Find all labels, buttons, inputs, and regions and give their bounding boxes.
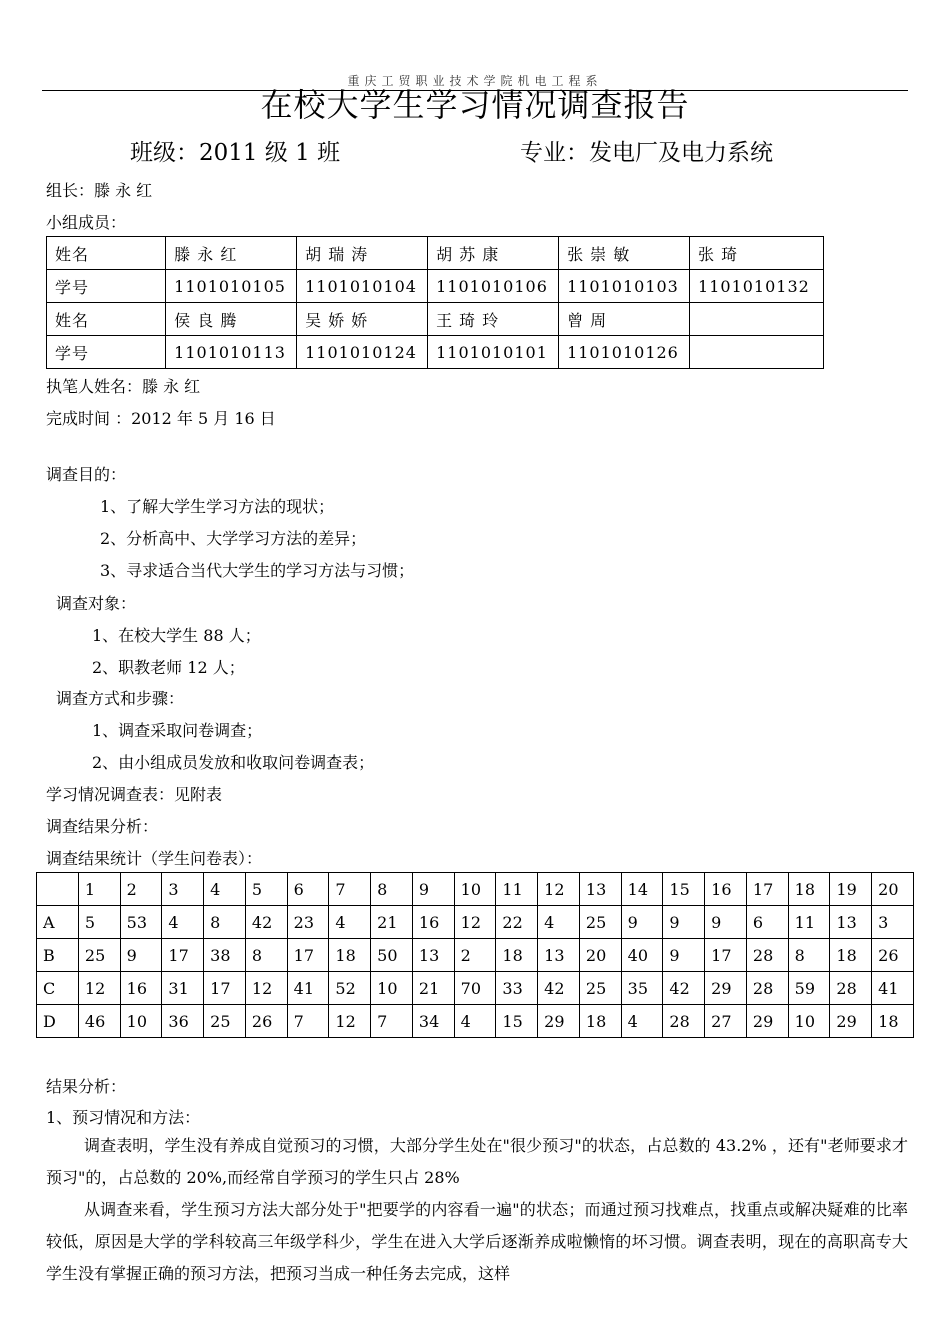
purpose-item: 2、分析高中、大学学习方法的差异；: [100, 529, 367, 548]
stats-question-number: 16: [705, 873, 747, 906]
stats-count-cell: 29: [538, 1005, 580, 1038]
members-row: [47, 303, 824, 336]
stats-count-cell: 53: [120, 906, 162, 939]
major-label: 专业：发电厂及电力系统: [520, 140, 773, 166]
stats-count-cell: 18: [830, 939, 872, 972]
members-cell: [690, 303, 824, 336]
stats-count-cell: 41: [287, 972, 329, 1005]
method-heading: 调查方式和步骤：: [56, 689, 185, 708]
stats-count-cell: 4: [454, 1005, 496, 1038]
method-item: 1、调查采取问卷调查；: [92, 721, 263, 740]
stats-count-cell: 10: [371, 972, 413, 1005]
stats-count-cell: 7: [371, 1005, 413, 1038]
members-row-label: 学号: [47, 270, 166, 303]
stats-question-number: 9: [412, 873, 454, 906]
page-header-institution: 重庆工贸职业技术学院机电工程系: [347, 74, 603, 88]
stats-count-cell: 8: [204, 906, 246, 939]
members-row: [47, 336, 824, 369]
result-heading: 调查结果分析：: [46, 817, 159, 836]
members-cell: 1101010104: [297, 270, 428, 303]
stats-count-cell: 33: [496, 972, 538, 1005]
stats-heading: 调查结果统计（学生问卷表）：: [46, 849, 263, 868]
stats-count-cell: 20: [579, 939, 621, 972]
analysis-paragraph-2: 从调查来看，学生预习方法大部分处于"把要学的内容看一遍"的状态；而通过预习找难点，找重点或解决疑难的比率较低，原因是大学的学科较高三年级学科少，学生在进入大学后逐渐养成啦懒惰的坏习惯。调查表明，现在的高职高专大学生没有掌握正确的预习方法，把预习当成一种任务去完成，这样: [46, 1200, 908, 1283]
stats-count-cell: 17: [287, 939, 329, 972]
members-cell: [690, 336, 824, 369]
stats-row: [37, 906, 914, 939]
stats-question-number: 2: [120, 873, 162, 906]
stats-count-cell: 17: [204, 972, 246, 1005]
stats-count-cell: 16: [412, 906, 454, 939]
members-cell: 1101010126: [559, 336, 690, 369]
stats-count-cell: 18: [329, 939, 371, 972]
stats-count-cell: 9: [663, 906, 705, 939]
date-line: 完成时间 ：2012 年 5 月 16 日: [46, 409, 276, 428]
stats-question-number: 20: [872, 873, 914, 906]
members-cell: 王 琦 玲: [428, 303, 559, 336]
purpose-item: 1、了解大学生学习方法的现状；: [100, 497, 335, 516]
stats-count-cell: 42: [245, 906, 287, 939]
stats-count-cell: 8: [245, 939, 287, 972]
stats-count-cell: 25: [579, 906, 621, 939]
members-cell: 曾 周: [559, 303, 690, 336]
members-cell: 1101010101: [428, 336, 559, 369]
stats-count-cell: 42: [538, 972, 580, 1005]
stats-count-cell: 4: [621, 1005, 663, 1038]
stats-count-cell: 5: [78, 906, 120, 939]
stats-count-cell: 59: [788, 972, 830, 1005]
stats-count-cell: 23: [287, 906, 329, 939]
purpose-heading: 调查目的：: [46, 465, 127, 484]
stats-question-number: 11: [496, 873, 538, 906]
members-cell: 1101010105: [166, 270, 297, 303]
stats-count-cell: 22: [496, 906, 538, 939]
stats-option-label: A: [37, 906, 79, 939]
stats-option-label: C: [37, 972, 79, 1005]
members-table: [46, 236, 824, 369]
purpose-item: 3、寻求适合当代大学生的学习方法与习惯；: [100, 561, 415, 580]
stats-count-cell: 28: [830, 972, 872, 1005]
stats-count-cell: 13: [412, 939, 454, 972]
subjects-heading: 调查对象：: [56, 594, 137, 613]
members-label: 小组成员：: [46, 213, 127, 232]
stats-question-number: 13: [579, 873, 621, 906]
members-row: [47, 270, 824, 303]
members-cell: 1101010113: [166, 336, 297, 369]
survey-form-line: 学习情况调查表：见附表: [46, 785, 223, 804]
stats-count-cell: 46: [78, 1005, 120, 1038]
stats-count-cell: 29: [830, 1005, 872, 1038]
stats-header-row: [37, 873, 914, 906]
stats-count-cell: 29: [705, 972, 747, 1005]
stats-question-number: 12: [538, 873, 580, 906]
members-cell: 1101010132: [690, 270, 824, 303]
members-cell: 胡 苏 康: [428, 237, 559, 270]
stats-count-cell: 8: [788, 939, 830, 972]
stats-row: [37, 939, 914, 972]
stats-count-cell: 4: [162, 906, 204, 939]
members-cell: 张 琦: [690, 237, 824, 270]
stats-count-cell: 6: [746, 906, 788, 939]
stats-count-cell: 2: [454, 939, 496, 972]
stats-question-number: 6: [287, 873, 329, 906]
stats-option-label: D: [37, 1005, 79, 1038]
members-row-label: 学号: [47, 336, 166, 369]
stats-count-cell: 12: [78, 972, 120, 1005]
members-row-label: 姓名: [47, 303, 166, 336]
stats-count-cell: 31: [162, 972, 204, 1005]
stats-table: [36, 872, 914, 1038]
stats-question-number: 15: [663, 873, 705, 906]
stats-count-cell: 25: [579, 972, 621, 1005]
members-cell: 滕 永 红: [166, 237, 297, 270]
stats-count-cell: 9: [663, 939, 705, 972]
stats-count-cell: 70: [454, 972, 496, 1005]
analysis-section-1: 1、预习情况和方法：: [46, 1108, 201, 1127]
stats-question-number: 17: [746, 873, 788, 906]
stats-count-cell: 28: [746, 972, 788, 1005]
stats-count-cell: 25: [204, 1005, 246, 1038]
stats-question-number: 10: [454, 873, 496, 906]
stats-corner-cell: [37, 873, 79, 906]
members-cell: 胡 瑞 涛: [297, 237, 428, 270]
stats-count-cell: 18: [579, 1005, 621, 1038]
stats-count-cell: 40: [621, 939, 663, 972]
members-cell: 吴 娇 娇: [297, 303, 428, 336]
stats-count-cell: 11: [788, 906, 830, 939]
stats-count-cell: 36: [162, 1005, 204, 1038]
stats-count-cell: 10: [788, 1005, 830, 1038]
stats-count-cell: 12: [329, 1005, 371, 1038]
stats-count-cell: 52: [329, 972, 371, 1005]
stats-question-number: 5: [245, 873, 287, 906]
stats-count-cell: 29: [746, 1005, 788, 1038]
stats-count-cell: 13: [538, 939, 580, 972]
stats-count-cell: 42: [663, 972, 705, 1005]
stats-count-cell: 12: [454, 906, 496, 939]
stats-count-cell: 18: [872, 1005, 914, 1038]
stats-count-cell: 10: [120, 1005, 162, 1038]
writer-line: 执笔人姓名：滕 永 红: [46, 377, 201, 396]
stats-count-cell: 9: [705, 906, 747, 939]
stats-count-cell: 18: [496, 939, 538, 972]
stats-question-number: 7: [329, 873, 371, 906]
stats-question-number: 19: [830, 873, 872, 906]
stats-count-cell: 25: [78, 939, 120, 972]
stats-count-cell: 13: [830, 906, 872, 939]
members-row-label: 姓名: [47, 237, 166, 270]
class-label: 班级：2011 级 1 班: [130, 140, 341, 166]
stats-count-cell: 12: [245, 972, 287, 1005]
stats-question-number: 14: [621, 873, 663, 906]
analysis-heading: 结果分析：: [46, 1077, 127, 1096]
subjects-item: 1、在校大学生 88 人；: [92, 626, 261, 645]
stats-count-cell: 21: [371, 906, 413, 939]
stats-count-cell: 9: [621, 906, 663, 939]
analysis-paragraph-1: 调查表明，学生没有养成自觉预习的习惯，大部分学生处在"很少预习"的状态，占总数的 43.2% ，还有"老师要求才预习"的，占总数的 20%,而经常自学预习的学生只占 28%: [46, 1136, 908, 1187]
stats-count-cell: 50: [371, 939, 413, 972]
stats-question-number: 1: [78, 873, 120, 906]
stats-count-cell: 27: [705, 1005, 747, 1038]
stats-count-cell: 38: [204, 939, 246, 972]
members-cell: 1101010124: [297, 336, 428, 369]
members-cell: 1101010106: [428, 270, 559, 303]
stats-count-cell: 34: [412, 1005, 454, 1038]
stats-question-number: 3: [162, 873, 204, 906]
report-title: 在校大学生学习情况调查报告: [260, 86, 690, 124]
stats-count-cell: 17: [162, 939, 204, 972]
stats-count-cell: 17: [705, 939, 747, 972]
method-item: 2、由小组成员发放和收取问卷调查表；: [92, 753, 375, 772]
stats-count-cell: 21: [412, 972, 454, 1005]
stats-count-cell: 28: [746, 939, 788, 972]
stats-question-number: 18: [788, 873, 830, 906]
members-cell: 1101010103: [559, 270, 690, 303]
members-cell: 张 崇 敏: [559, 237, 690, 270]
stats-count-cell: 26: [245, 1005, 287, 1038]
members-cell: 侯 良 腾: [166, 303, 297, 336]
stats-row: [37, 1005, 914, 1038]
leader-line: 组长：滕 永 红: [46, 181, 153, 200]
members-row: [47, 237, 824, 270]
stats-count-cell: 4: [538, 906, 580, 939]
stats-question-number: 4: [204, 873, 246, 906]
stats-count-cell: 16: [120, 972, 162, 1005]
stats-count-cell: 41: [872, 972, 914, 1005]
stats-option-label: B: [37, 939, 79, 972]
stats-count-cell: 4: [329, 906, 371, 939]
stats-count-cell: 26: [872, 939, 914, 972]
stats-question-number: 8: [371, 873, 413, 906]
stats-count-cell: 28: [663, 1005, 705, 1038]
stats-count-cell: 9: [120, 939, 162, 972]
subjects-item: 2、职教老师 12 人；: [92, 658, 245, 677]
stats-count-cell: 35: [621, 972, 663, 1005]
stats-count-cell: 15: [496, 1005, 538, 1038]
stats-row: [37, 972, 914, 1005]
stats-count-cell: 7: [287, 1005, 329, 1038]
stats-count-cell: 3: [872, 906, 914, 939]
